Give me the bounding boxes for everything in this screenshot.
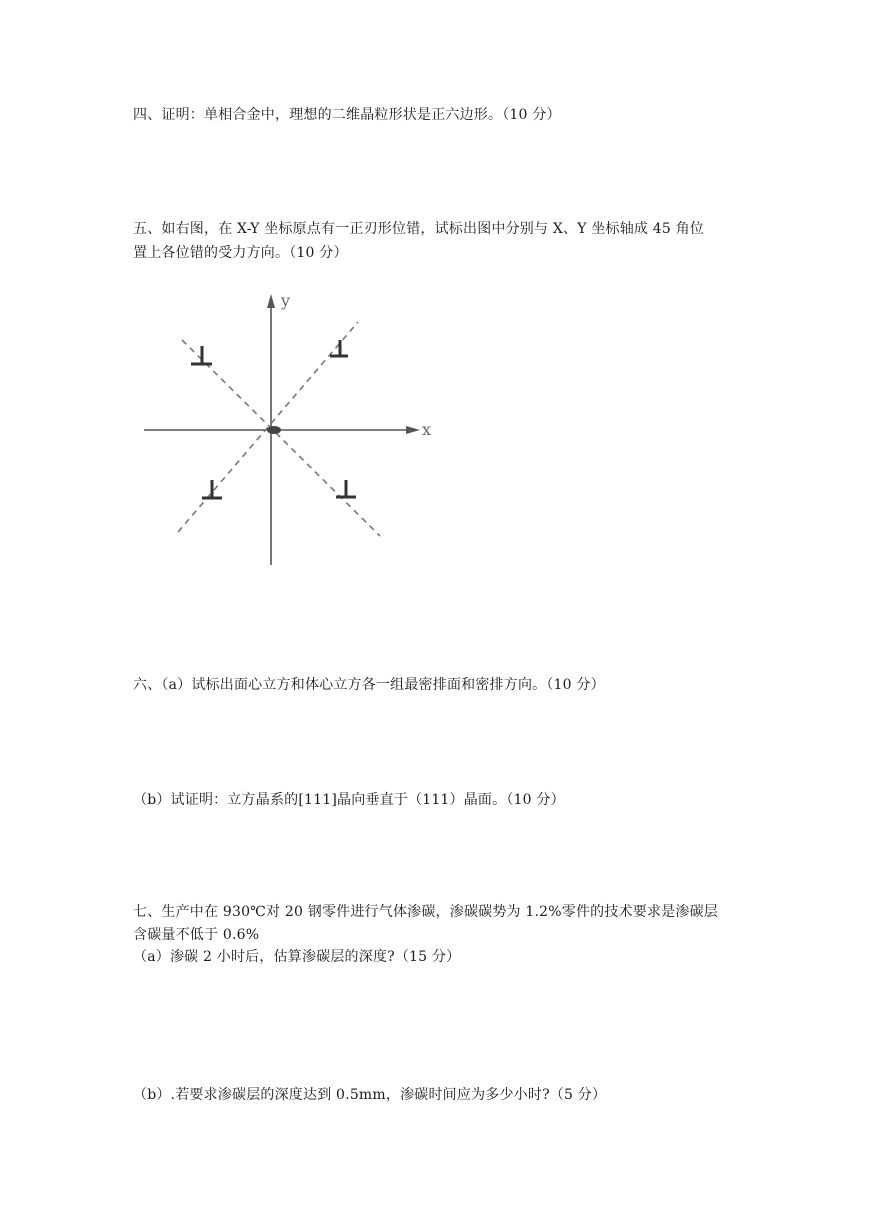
y-axis-label: y — [281, 291, 291, 310]
dislocation-upper-left — [191, 346, 212, 364]
y-axis-arrow — [267, 294, 275, 308]
origin-dislocation — [267, 426, 281, 434]
question-4-text: 四、证明：单相合金中，理想的二维晶粒形状是正六边形。（10 分） — [133, 107, 561, 123]
question-7a-text: （a）渗碳 2 小时后，估算渗碳层的深度?（15 分） — [133, 949, 461, 965]
dislocation-lower-left — [202, 480, 222, 498]
question-7-line-2: 含碳量不低于 0.6% — [133, 927, 260, 943]
dislocation-figure — [130, 280, 450, 580]
question-7b-text: （b）.若要求渗碳层的深度达到 0.5mm，渗碳时间应为多少小时?（5 分） — [133, 1087, 607, 1103]
question-5-line-2: 置上各位错的受力方向。（10 分） — [133, 245, 348, 261]
dislocation-upper-right — [330, 340, 348, 356]
question-7-line-1: 七、生产中在 930℃对 20 钢零件进行气体渗碳，渗碳碳势为 1.2%零件的技术要求是渗碳层 — [133, 904, 718, 920]
x-axis-arrow — [406, 426, 420, 434]
question-5-line-1: 五、如右图，在 X-Y 坐标原点有一正刃形位错，试标出图中分别与 X、Y 坐标轴成 45 角位 — [133, 221, 705, 237]
question-6b-text: （b）试证明：立方晶系的[111]晶向垂直于（111）晶面。（10 分） — [133, 792, 565, 808]
diagonal-line-positive — [178, 322, 358, 532]
diagonal-line-negative — [182, 340, 380, 536]
question-6a-text: 六、（a）试标出面心立方和体心立方各一组最密排面和密排方向。（10 分） — [133, 677, 605, 693]
x-axis-label: x — [422, 420, 432, 439]
